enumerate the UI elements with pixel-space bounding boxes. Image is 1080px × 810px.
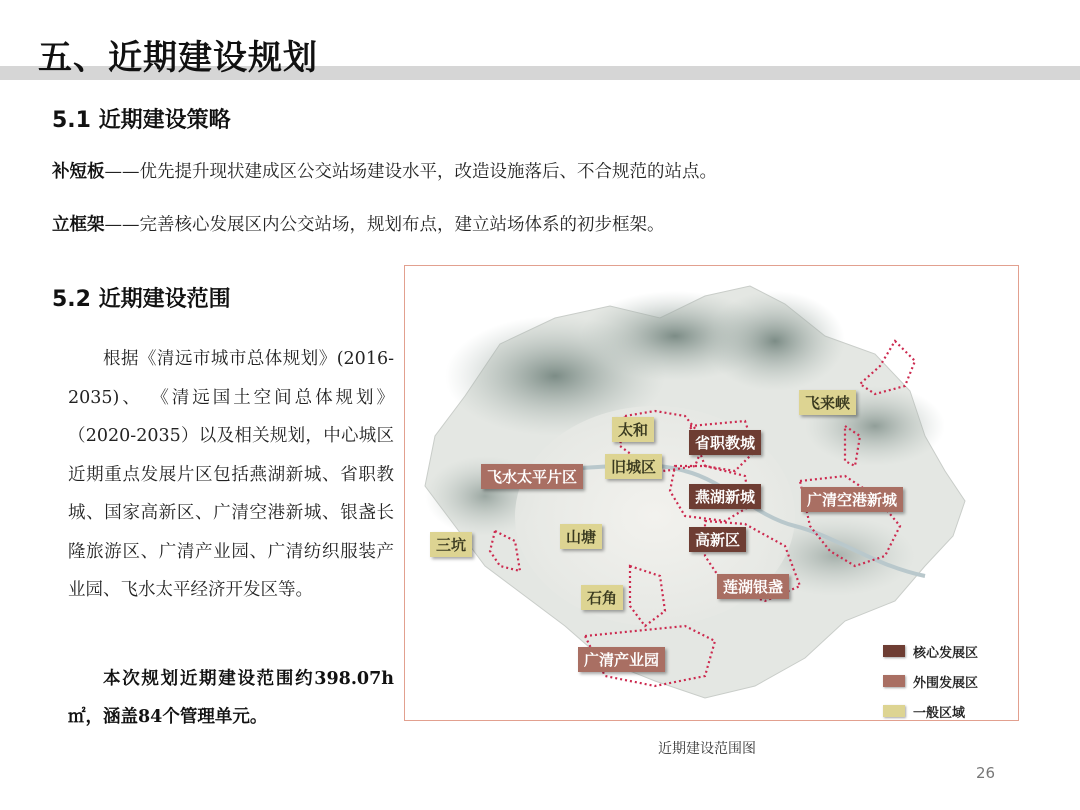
strategy-item-2: [52, 211, 665, 236]
strategy-term: 立框架: [52, 215, 105, 235]
map-label-feishui: 飞水太平片区: [481, 464, 583, 489]
planning-map: [404, 265, 1019, 721]
map-label-sankeng: 三坑: [430, 532, 472, 557]
map-label-shantang: 山塘: [560, 524, 602, 549]
scope-body-paragraph: 根据《清远市城市总体规划》(2016-2035)、 《清远国土空间总体规划》（2020-2035）以及相关规划，中心城区近期重点发展片区包括燕湖新城、省职教城、国家高新区、广清空港新城、银盏长隆旅游区、广清产业园、广清纺织服装产业园、飞水太平经济开发区等。: [68, 349, 394, 600]
strategy-dash: ——: [104, 162, 140, 182]
map-label-guangqing-konggang: 广清空港新城: [801, 487, 903, 512]
strategy-text: 优先提升现状建成区公交站场建设水平，改造设施落后、不合规范的站点。: [139, 162, 717, 182]
strategy-dash: ——: [104, 215, 140, 235]
legend-item-outer: [883, 666, 978, 696]
map-label-taihe: 太和: [612, 417, 654, 442]
legend-item-general: [883, 696, 978, 721]
map-label-feilaixia: 飞来峡: [799, 390, 856, 415]
section-heading-scope: 5.2 近期建设范围: [52, 287, 231, 312]
page-number: 26: [976, 764, 996, 782]
legend-label: 外围发展区: [913, 675, 979, 691]
legend-item-core: [883, 636, 978, 666]
legend-label: 一般区域: [913, 705, 966, 721]
map-label-jiucheng: 旧城区: [605, 454, 662, 479]
strategy-text: 完善核心发展区内公交站场，规划布点，建立站场体系的初步框架。: [139, 215, 665, 235]
map-label-yanhu: 燕湖新城: [689, 484, 761, 509]
strategy-term: 补短板: [52, 162, 105, 182]
map-caption: 近期建设范围图: [658, 741, 756, 757]
legend-swatch: [883, 705, 905, 717]
map-label-shengzhi: 省职教城: [689, 430, 761, 455]
map-label-guangqing-chanye: 广清产业园: [578, 647, 665, 672]
legend-swatch: [883, 675, 905, 687]
section-heading-strategy: 5.1 近期建设策略: [52, 108, 231, 133]
map-label-lianhu: 莲湖银盏: [717, 574, 789, 599]
mountain-shade: [705, 291, 845, 391]
strategy-item-1: [52, 158, 717, 183]
slide-title: 五、近期建设规划: [38, 38, 318, 78]
legend-swatch: [883, 645, 905, 657]
scope-conclusion-paragraph: 本次规划近期建设范围约398.07h㎡，涵盖84个管理单元。: [68, 669, 394, 727]
map-label-gaoxin: 高新区: [689, 527, 746, 552]
map-label-shijiao: 石角: [581, 585, 623, 610]
legend-label: 核心发展区: [913, 645, 979, 661]
map-legend: [883, 636, 978, 721]
